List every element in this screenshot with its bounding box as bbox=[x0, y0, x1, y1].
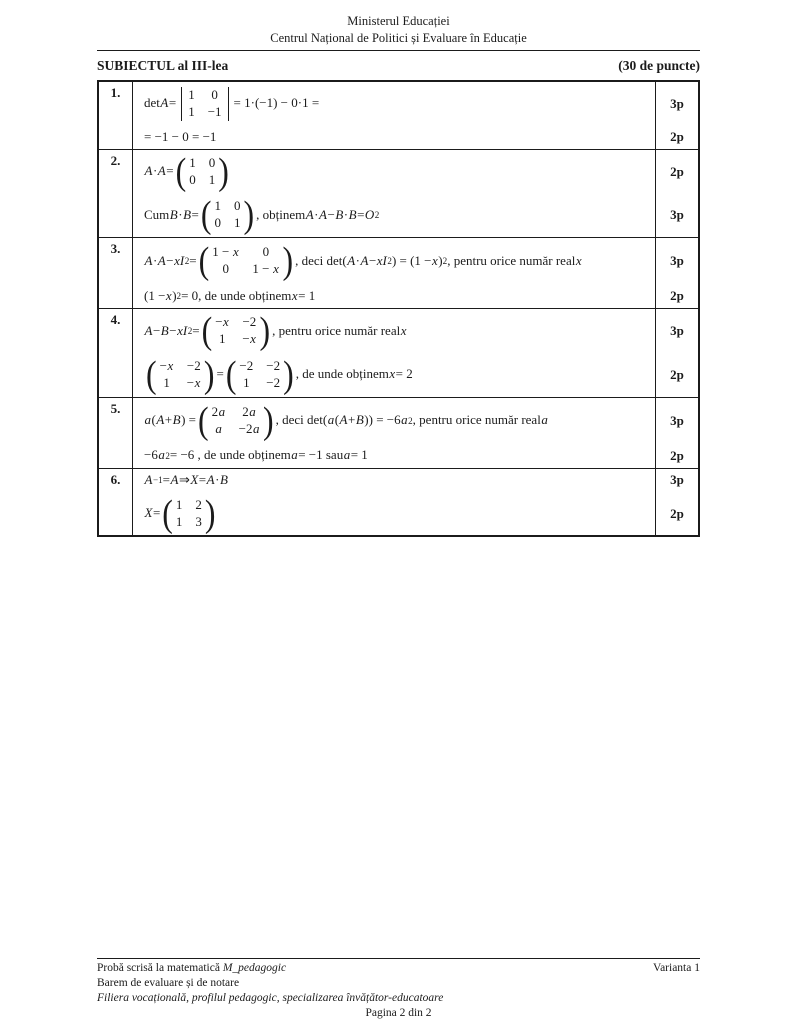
matrix-entry: 1 − x bbox=[212, 244, 239, 260]
math-text: · bbox=[314, 206, 319, 222]
math-text: · bbox=[152, 163, 158, 179]
matrix-entry: −2 bbox=[266, 374, 281, 390]
solution-lines bbox=[133, 469, 698, 536]
points-badge: 3p bbox=[655, 238, 698, 283]
right-paren: ) bbox=[259, 309, 271, 352]
math-variable: x bbox=[223, 314, 229, 330]
math-text: , pentru orice număr real bbox=[272, 322, 401, 338]
math-text: = 0, de unde obținem bbox=[181, 287, 292, 303]
document-footer bbox=[97, 958, 700, 1021]
matrix-entry: 1 bbox=[175, 513, 183, 529]
matrix-entries bbox=[212, 313, 259, 349]
matrix-entry: −x bbox=[215, 314, 229, 330]
matrix-entries bbox=[212, 197, 244, 233]
solution-step bbox=[133, 353, 655, 397]
math-text: = 2 bbox=[395, 366, 413, 382]
problem-number: 2. bbox=[99, 150, 133, 238]
matrix-entries bbox=[157, 357, 204, 393]
matrix-entry: 1 bbox=[243, 374, 250, 390]
matrix-entry: 1 bbox=[234, 215, 241, 231]
right-bar bbox=[228, 87, 229, 121]
left-paren: ( bbox=[146, 353, 157, 396]
solution-step: A − B − xI 2 = ( −x −2 1 −x ) , pentru orice număr real x bbox=[144, 309, 407, 352]
points-badge: 2p bbox=[655, 150, 698, 194]
solution-lines bbox=[133, 150, 698, 238]
math-variable: a bbox=[291, 447, 298, 463]
math-text: − bbox=[368, 252, 377, 268]
matrix bbox=[200, 194, 255, 236]
math-variable: B bbox=[169, 206, 178, 222]
right-paren: ) bbox=[262, 399, 274, 441]
math-text: = bbox=[152, 505, 161, 521]
grading-table bbox=[97, 80, 700, 537]
right-paren: ) bbox=[203, 353, 215, 396]
math-variable: a bbox=[541, 412, 548, 428]
matrix-entry: −x bbox=[242, 331, 256, 347]
math-variable: B bbox=[219, 471, 228, 487]
math-text: ( bbox=[334, 412, 340, 428]
footer-line-1 bbox=[97, 961, 700, 976]
matrix-entry: −2a bbox=[238, 420, 260, 436]
points-badge: 3p bbox=[655, 469, 698, 492]
right-paren: ) bbox=[283, 353, 294, 396]
solution-lines bbox=[133, 238, 698, 308]
matrix bbox=[198, 399, 274, 441]
matrix-entry: 0 bbox=[222, 260, 230, 276]
matrix-entries bbox=[173, 496, 205, 532]
math-variable: B bbox=[183, 206, 192, 222]
solution-step: A · A − xI 2 = ( 1 − x 0 0 1 − x ) , deci det( A · A − xI 2 ) = (1 − x ) 2 , pentru orice număr real x bbox=[144, 239, 582, 282]
math-text: Cum bbox=[144, 206, 170, 222]
math-variable: a bbox=[327, 412, 335, 428]
math-variable: x bbox=[250, 331, 256, 347]
math-text: = −1 − 0 = −1 bbox=[144, 128, 217, 144]
math-text: = bbox=[192, 322, 200, 338]
math-variable: x bbox=[194, 374, 201, 390]
points-badge: 3p bbox=[655, 193, 698, 237]
math-text: − bbox=[152, 322, 161, 338]
matrix-entry: 3 bbox=[195, 513, 202, 529]
math-text: = bbox=[191, 206, 199, 222]
solution-line bbox=[133, 492, 698, 536]
matrix-entries bbox=[185, 86, 224, 122]
math-text: −6 bbox=[144, 447, 158, 463]
math-text: = bbox=[198, 471, 207, 487]
matrix-entry: 0 bbox=[189, 171, 196, 187]
subject-bar bbox=[97, 51, 700, 80]
points-badge: 2p bbox=[655, 443, 698, 468]
math-variable: A bbox=[144, 322, 153, 338]
math-text: − bbox=[169, 322, 177, 338]
math-variable: x bbox=[165, 287, 172, 303]
math-text: )) = −6 bbox=[364, 412, 401, 428]
table-row bbox=[99, 308, 698, 397]
math-variable: x bbox=[233, 244, 239, 260]
math-text: = bbox=[166, 163, 174, 179]
matrix-entry: −2 bbox=[242, 314, 257, 330]
math-variable: A bbox=[144, 163, 153, 179]
matrix-entries bbox=[186, 154, 218, 190]
footer-exam-title bbox=[97, 961, 286, 976]
matrix-entry: −2 bbox=[239, 358, 254, 374]
matrix-entry: 1 bbox=[189, 154, 196, 170]
solution-step: A −1 = A ⇒ X = A · B bbox=[144, 471, 228, 487]
math-text: = bbox=[168, 95, 177, 111]
left-bar bbox=[181, 87, 182, 121]
matrix-entry: 1 bbox=[188, 103, 195, 119]
problem-number: 4. bbox=[99, 309, 133, 397]
math-text: ) bbox=[172, 287, 177, 303]
math-text: = 1 bbox=[350, 447, 368, 463]
math-variable: B bbox=[172, 412, 181, 428]
matrix bbox=[201, 309, 271, 352]
math-variable: xI bbox=[177, 322, 188, 338]
math-variable: a bbox=[252, 420, 260, 436]
math-text: + bbox=[164, 412, 173, 428]
table-row bbox=[99, 397, 698, 468]
math-variable: A bbox=[339, 412, 348, 428]
math-text: · bbox=[355, 252, 360, 268]
solution-line bbox=[133, 82, 698, 126]
table-row bbox=[99, 149, 698, 238]
matrix-entry: 0 bbox=[208, 154, 216, 170]
math-variable: O bbox=[364, 206, 375, 222]
matrix bbox=[146, 353, 215, 396]
math-variable: x bbox=[432, 252, 438, 268]
right-paren: ) bbox=[218, 150, 229, 192]
math-variable: x bbox=[167, 358, 174, 374]
math-variable: xI bbox=[376, 252, 387, 268]
matrix-entry: 0 bbox=[234, 198, 241, 214]
matrix-entry: 2 bbox=[195, 496, 202, 512]
subject-points: (30 de puncte) bbox=[618, 58, 700, 73]
points-badge: 2p bbox=[655, 284, 698, 309]
points-badge: 3p bbox=[655, 82, 698, 126]
matrix-entry: 1 bbox=[214, 198, 221, 214]
solution-line bbox=[133, 443, 698, 468]
matrix bbox=[175, 150, 229, 192]
math-text: , pentru orice număr real bbox=[412, 412, 541, 428]
math-text: − bbox=[166, 252, 174, 268]
matrix-entry: 1 bbox=[188, 87, 195, 102]
solution-step bbox=[133, 150, 655, 194]
solution-line bbox=[133, 353, 698, 397]
footer-variant: Varianta 1 bbox=[653, 962, 700, 975]
solution-step bbox=[133, 126, 655, 149]
math-text: = bbox=[189, 252, 197, 268]
math-variable: a bbox=[401, 412, 408, 428]
left-paren: ( bbox=[198, 399, 209, 441]
math-variable: a bbox=[144, 412, 151, 428]
math-variable: B bbox=[355, 412, 364, 428]
math-text: = bbox=[357, 206, 365, 222]
math-variable: A bbox=[347, 252, 356, 268]
matrix-entry: −1 bbox=[207, 103, 222, 119]
matrix bbox=[225, 353, 294, 396]
left-paren: ( bbox=[175, 150, 187, 192]
left-paren: ( bbox=[201, 309, 213, 352]
math-variable: a bbox=[215, 420, 222, 436]
math-text: = 1·(−1) − 0·1 = bbox=[233, 95, 320, 111]
math-variable: a bbox=[218, 403, 226, 419]
math-text: · bbox=[152, 252, 158, 268]
math-text: = bbox=[162, 471, 170, 487]
math-text: , pentru orice număr real bbox=[447, 252, 576, 268]
math-variable: B bbox=[348, 206, 357, 222]
determinant-matrix bbox=[178, 86, 231, 122]
points-badge: 2p bbox=[655, 353, 698, 397]
math-text: = 1 bbox=[298, 287, 316, 303]
math-text: (1 − bbox=[144, 287, 166, 303]
math-text: · bbox=[178, 206, 183, 222]
math-variable: B bbox=[160, 322, 169, 338]
table-row bbox=[99, 237, 698, 308]
problem-number: 3. bbox=[99, 238, 133, 308]
solution-line bbox=[133, 238, 698, 283]
solution-step: Cum B · B = ( 1 0 0 1 ) , obținem A · A − B · B = O 2 bbox=[144, 194, 380, 236]
matrix-entry: −2 bbox=[186, 358, 201, 374]
matrix-entries bbox=[236, 357, 283, 393]
solution-line bbox=[133, 126, 698, 149]
math-variable: x bbox=[389, 366, 396, 382]
math-variable: A bbox=[360, 252, 369, 268]
center-line: Centrul Național de Politici și Evaluare în Educație bbox=[270, 30, 527, 45]
matrix bbox=[198, 239, 294, 282]
matrix-entry: 2a bbox=[242, 403, 256, 419]
problem-number: 1. bbox=[99, 82, 133, 149]
math-text: , obținem bbox=[256, 206, 306, 222]
matrix-entry: −x bbox=[186, 374, 201, 390]
points-badge: 2p bbox=[655, 492, 698, 536]
math-variable: xI bbox=[174, 252, 185, 268]
table-row bbox=[99, 82, 698, 149]
math-variable: A bbox=[170, 471, 179, 487]
left-paren: ( bbox=[225, 353, 237, 396]
subject-title: SUBIECTUL al III-lea bbox=[97, 58, 229, 73]
matrix-entry: −2 bbox=[266, 358, 281, 374]
math-variable: x bbox=[291, 287, 298, 303]
problem-number: 5. bbox=[99, 398, 133, 468]
matrix-entry: −x bbox=[159, 358, 174, 374]
math-variable: X bbox=[190, 471, 199, 487]
solution-step bbox=[133, 492, 655, 536]
math-variable: a bbox=[158, 447, 165, 463]
math-text: , deci det( bbox=[295, 252, 347, 268]
solution-line bbox=[133, 398, 698, 443]
matrix-entry: 1 bbox=[208, 171, 216, 187]
solution-lines bbox=[133, 309, 698, 397]
right-paren: ) bbox=[204, 492, 216, 534]
math-text: = −6 , de unde obținem bbox=[169, 447, 291, 463]
ministry-line: Ministerul Educației bbox=[347, 14, 450, 28]
footer-line-3: Filiera vocațională, profilul pedagogic, specializarea învățător-educatoare bbox=[97, 992, 444, 1005]
solution-line bbox=[133, 284, 698, 309]
solution-line bbox=[133, 193, 698, 237]
left-paren: ( bbox=[198, 239, 210, 282]
solution-line bbox=[133, 150, 698, 194]
math-text: ) = bbox=[181, 412, 197, 428]
solution-lines bbox=[133, 82, 698, 149]
math-variable: A bbox=[160, 95, 169, 111]
math-text: − bbox=[327, 206, 335, 222]
math-text: ) bbox=[438, 252, 443, 268]
math-text: · bbox=[215, 471, 220, 487]
matrix bbox=[162, 492, 216, 534]
math-variable: a bbox=[343, 447, 351, 463]
math-text: = bbox=[216, 366, 224, 382]
solution-step bbox=[133, 82, 655, 126]
math-variable: A bbox=[157, 252, 166, 268]
matrix-entry: 1 bbox=[219, 331, 226, 347]
points-badge: 2p bbox=[655, 126, 698, 149]
math-variable: x bbox=[575, 252, 582, 268]
math-variable: X bbox=[144, 505, 153, 521]
math-variable: A bbox=[157, 163, 166, 179]
math-variable: a bbox=[249, 403, 256, 419]
math-variable: B bbox=[335, 206, 344, 222]
footer-exam-title-plain: Probă scrisă la matematică bbox=[97, 962, 223, 975]
footer-exam-title-italic: M_pedagogic bbox=[222, 962, 287, 975]
math-variable: A bbox=[319, 206, 327, 222]
matrix-entry: 0 bbox=[211, 87, 218, 102]
matrix-entry: 1 bbox=[163, 374, 170, 390]
matrix-entry: 0 bbox=[262, 244, 270, 260]
math-text: = −1 sau bbox=[298, 447, 344, 463]
matrix-entry: 2a bbox=[211, 403, 226, 419]
right-paren: ) bbox=[243, 194, 255, 236]
math-variable: A bbox=[144, 252, 153, 268]
math-text: · bbox=[343, 206, 349, 222]
table-row bbox=[99, 468, 698, 536]
footer-page-number: Pagina 2 din 2 bbox=[365, 1007, 432, 1020]
right-paren: ) bbox=[282, 239, 294, 282]
points-badge: 3p bbox=[655, 398, 698, 443]
math-text: , de unde obținem bbox=[295, 366, 389, 382]
math-variable: A bbox=[156, 412, 165, 428]
matrix-entries bbox=[209, 403, 263, 439]
math-variable: x bbox=[400, 322, 407, 338]
math-variable: A bbox=[144, 471, 153, 487]
matrix-entry: 1 − x bbox=[252, 260, 279, 276]
matrix-entries bbox=[209, 243, 282, 279]
math-text: ( bbox=[151, 412, 156, 428]
math-text: , deci det( bbox=[275, 412, 328, 428]
math-variable: x bbox=[273, 260, 279, 276]
solution-line bbox=[133, 469, 698, 492]
matrix-entry: 0 bbox=[214, 215, 221, 231]
ministry-header bbox=[97, 13, 700, 51]
solution-lines bbox=[133, 398, 698, 468]
math-text: ⇒ bbox=[178, 471, 190, 487]
left-paren: ( bbox=[200, 194, 212, 236]
solution-step: −6 a 2 = −6 , de unde obținem a = −1 sau a = 1 bbox=[144, 447, 368, 463]
math-text: det bbox=[144, 95, 160, 111]
matrix-entry bbox=[212, 421, 226, 438]
footer-line-2: Barem de evaluare și de notare bbox=[97, 977, 240, 990]
math-text: + bbox=[348, 412, 356, 428]
math-text: ) = (1 − bbox=[391, 252, 432, 268]
left-paren: ( bbox=[162, 492, 173, 534]
solution-step: a ( A + B ) = ( 2a 2a a −2a ) , deci det( a ( A + B )) = −6 a 2 , pentru orice număr real a bbox=[144, 399, 548, 441]
solution-step: (1 − x ) 2 = 0, de unde obținem x = 1 bbox=[144, 287, 316, 303]
solution-line bbox=[133, 309, 698, 353]
problem-number: 6. bbox=[99, 469, 133, 536]
math-variable: A bbox=[305, 206, 314, 222]
math-variable: A bbox=[206, 471, 215, 487]
matrix-entry: 1 bbox=[175, 496, 183, 512]
points-badge: 3p bbox=[655, 309, 698, 353]
